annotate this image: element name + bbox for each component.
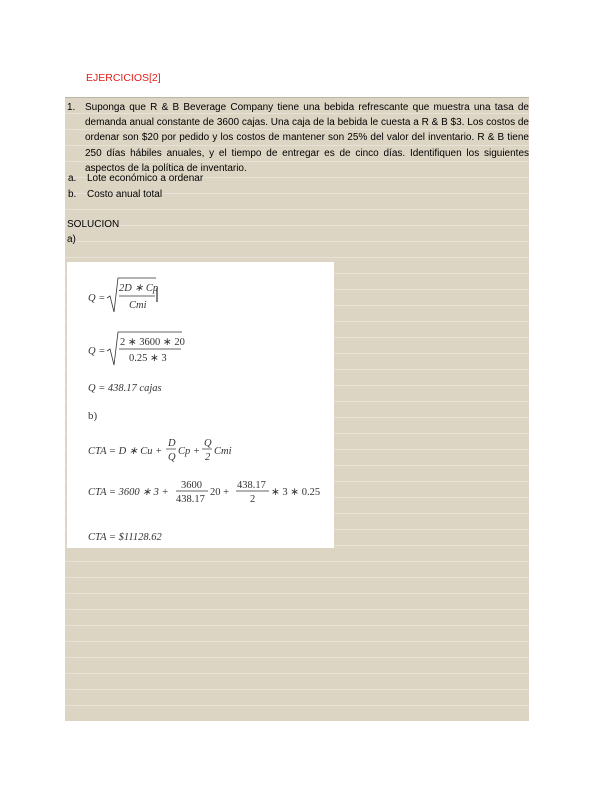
solution-heading: SOLUCION xyxy=(67,219,120,230)
part-b-label: b) xyxy=(88,410,98,422)
part-a-label: a) xyxy=(67,234,76,245)
q2-denominator: 0.25 ∗ 3 xyxy=(129,353,167,364)
page-title: EJERCICIOS[2] xyxy=(86,72,161,84)
problem-number: 1. xyxy=(67,102,76,113)
q-numerator: 2D ∗ Cp xyxy=(119,283,159,294)
list-item-text: Lote económico a ordenar xyxy=(87,173,204,184)
problem-text: Suponga que R & B Beverage Company tiene una bebida refrescante que muestra una tasa de demanda anual constante de 3600 cajas. Una caja de la bebida le cuesta a R & B $3. Los costos de ordenar son $20 por pedido y los costos de mantener son 25% del valor del inventario. R & B tiene 250 días hábiles anuales, y el tiempo de entregar es de cinco días. Identifiquen los siguientes aspectos de la política de inventario. xyxy=(85,102,529,174)
list-item-label: a. xyxy=(68,173,77,184)
formula-image xyxy=(67,262,334,548)
cta-end: Cmi xyxy=(214,446,232,457)
cta2-lhs: CTA = 3600 ∗ 3 + xyxy=(88,487,169,498)
list-item-text: Costo anual total xyxy=(87,189,163,200)
cta2-f1-den: 438.17 xyxy=(176,494,205,505)
cta-mid: Cp + xyxy=(178,446,200,457)
cta2-mid: 20 + xyxy=(210,487,230,498)
problem-statement xyxy=(65,100,529,176)
cta2-end: ∗ 3 ∗ 0.25 xyxy=(271,487,321,498)
cta2-f1-num: 3600 xyxy=(181,480,202,491)
q-result: Q = 438.17 cajas xyxy=(88,383,162,394)
cta-f1-den: Q xyxy=(168,452,176,463)
q-denominator: Cmi xyxy=(129,300,147,311)
q2-lhs: Q = xyxy=(88,346,106,357)
q-lhs: Q = xyxy=(88,293,106,304)
cta2-f2-den: 2 xyxy=(250,494,256,505)
list-item xyxy=(68,173,203,184)
cta2-f2-num: 438.17 xyxy=(237,480,266,491)
q2-numerator: 2 ∗ 3600 ∗ 20 xyxy=(120,337,185,348)
cta-f2-num: Q xyxy=(204,438,212,449)
cta-result: CTA = $11128.62 xyxy=(88,532,162,543)
cta-lhs: CTA = D ∗ Cu + xyxy=(88,446,163,457)
list-item-label: b. xyxy=(68,189,77,200)
cta-f1-num: D xyxy=(168,438,176,449)
list-item xyxy=(68,189,162,200)
cta-f2-den: 2 xyxy=(205,452,211,463)
